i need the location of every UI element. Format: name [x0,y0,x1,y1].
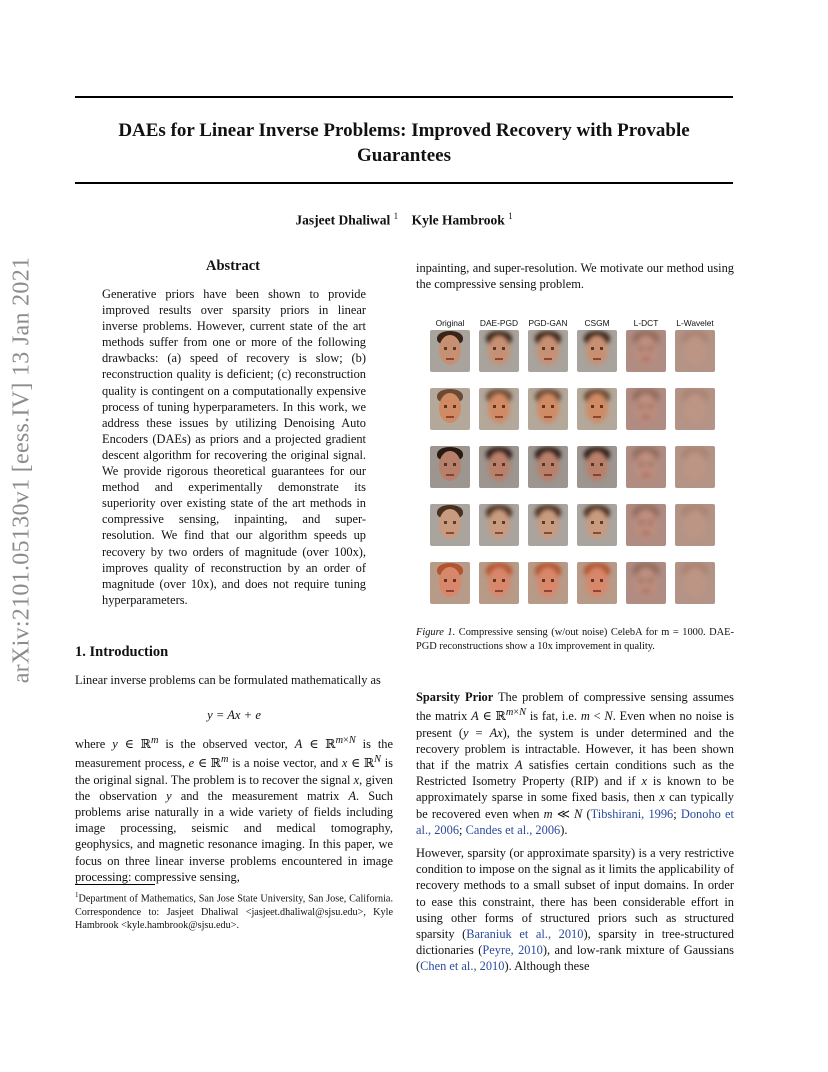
figure-face-thumbnail [577,388,617,430]
equation-linear-model: y = Ax + e [207,708,261,722]
title-top-rule [75,96,733,98]
figure-face-thumbnail [626,330,666,372]
figure-face-thumbnail [430,562,470,604]
footnote-rule [75,884,155,885]
figure-face-thumbnail [675,330,715,372]
figure-face-thumbnail [577,330,617,372]
section-heading-introduction: 1. Introduction [75,644,169,660]
abstract-body: Generative priors have been shown to provide improved results over sparsity priors in linear inverse problems. However, current state of the art methods suffer from one or more of the following drawbacks: (a) speed of recovery is slow; (b) reconstruction quality is deficient; (c) reconstruction quality is contingent on a computationally expensive process of tuning hyperparameters. In this work, we address these issues by utilizing Denoising Auto Encoders (DAEs) as priors and a projected gradient descent algorithm for recovering the original signal. We provide rigorous theoretical guarantees for our method and experimentally demonstrate its superiority over existing state of the art methods in compressive sensing, inpainting, and super-resolution. We find that our algorithm speeds up recovery by two orders of magnitude (over 100x), improves quality of reconstruction by an order of magnitude (over 10x), and does not require tuning hyperparameters. [102,287,366,607]
figure-face-thumbnail [675,446,715,488]
figure-face-thumbnail [430,330,470,372]
figure-column-label: L-Wavelet [676,318,714,328]
sparsity-paragraph-2: However, sparsity (or approximate sparsity) is a very restrictive condition to impose on the signal as it limits the applicability of recovery methods to a small subset of input domains. In order to ease this constraint, there has been considerable effort in using other forms of structured priors such as structured sparsity (Baraniuk et al., 2010), sparsity in tree-structured dictionaries (Peyre, 2010), and low-rank mixture of Gaussians (Chen et al., 2010). Although these [416,846,734,974]
figure-face-thumbnail [479,330,519,372]
paragraph-heading-sparsity-prior: Sparsity Prior [416,690,494,704]
paper-title: DAEs for Linear Inverse Problems: Improved Recovery with Provable Guarantees [118,120,690,166]
figure-face-thumbnail [479,446,519,488]
figure-column-label: CSGM [584,318,610,328]
figure-face-thumbnail [430,388,470,430]
figure-face-thumbnail [479,388,519,430]
abstract-heading: Abstract [206,258,260,274]
figure-face-thumbnail [577,562,617,604]
figure-face-thumbnail [479,562,519,604]
figure-column-label: PGD-GAN [528,318,568,328]
figure-face-thumbnail [626,388,666,430]
sparsity-prior-paragraph [416,689,734,838]
figure-1-caption [416,626,734,653]
figure-face-thumbnail [675,504,715,546]
figure-column-label: Original [435,318,465,328]
figure-column-label: L-DCT [633,318,659,328]
figure-face-thumbnail [577,446,617,488]
footnote-text: Department of Mathematics, San Jose State University, San Jose, California. Correspondence to: Jasjeet Dhaliwal <jasjeet.dhaliwal@sjsu.edu>, Kyle Hambrook <kyle.hambrook@sjsu.edu>. [75,893,393,932]
figure-face-thumbnail [479,504,519,546]
author-affiliation-mark: 1 [508,211,513,221]
figure-column-label: DAE-PGD [479,318,519,328]
caption-text: Compressive sensing (w/out noise) CelebA for m = 1000. DAE-PGD reconstructions show a 10x improvement in quality. [416,627,734,652]
author-name: Kyle Hambrook [411,212,505,228]
footnote-mark: 1 [75,891,79,899]
figure-face-thumbnail [528,446,568,488]
figure-face-thumbnail [626,504,666,546]
figure-face-thumbnail [430,504,470,546]
figure-face-thumbnail [577,504,617,546]
footnote [75,889,393,933]
author-list [75,211,733,229]
figure-face-thumbnail [528,504,568,546]
intro-paragraph-continued: inpainting, and super-resolution. We motivate our method using the compressive sensing problem. [416,261,734,292]
author-affiliation-mark: 1 [393,211,399,221]
author-name: Jasjeet Dhaliwal [295,212,391,228]
sparsity-text-1: The problem of compressive sensing assumes the matrix A ∈ ℝ$^{m\times N}$ is fat, i.e. m < N. Even when no noise is present (y = Ax), the system is under determined and the recovery problem is intractable. However, it has been shown that if the matrix A satisfies certain conditions such as the Restricted Isometry Property (RIP) and if x is known to be approximately sparse in some fixed basis, then x can typically be recovered even when m ≪ N (Tibshirani, 1996; Donoho et al., 2006; Candes et al., 2006). [416,690,735,837]
title-bottom-rule [75,182,733,184]
intro-paragraph-1: Linear inverse problems can be formulated mathematically as [75,673,381,687]
figure-face-thumbnail [528,388,568,430]
arxiv-stamp-text: arXiv:2101.05130v1 [eess.IV] 13 Jan 2021 [8,256,35,684]
figure-face-thumbnail [528,562,568,604]
figure-face-thumbnail [626,446,666,488]
figure-face-thumbnail [528,330,568,372]
figure-1-grid [416,318,734,608]
figure-face-thumbnail [675,562,715,604]
caption-label: Figure 1. [416,627,456,638]
intro-paragraph-2: where y ∈ ℝ$^m$ is the observed vector, A ∈ ℝ$^{m\times N}$ is the measurement process, e ∈ ℝ$^m$ is a noise vector, and x ∈ ℝ$^N$ is the original signal. The problem is to recover the signal x, given the observation y and the measurement matrix A. Such problems arise naturally in a wide variety of fields including image processing, seismic and medical tomography, geophysics, and magnetic resonance imaging. In this paper, we focus on three linear inverse problems encountered in image processing: compressive sensing, [75,735,393,884]
figure-face-thumbnail [626,562,666,604]
figure-face-thumbnail [430,446,470,488]
figure-face-thumbnail [675,388,715,430]
